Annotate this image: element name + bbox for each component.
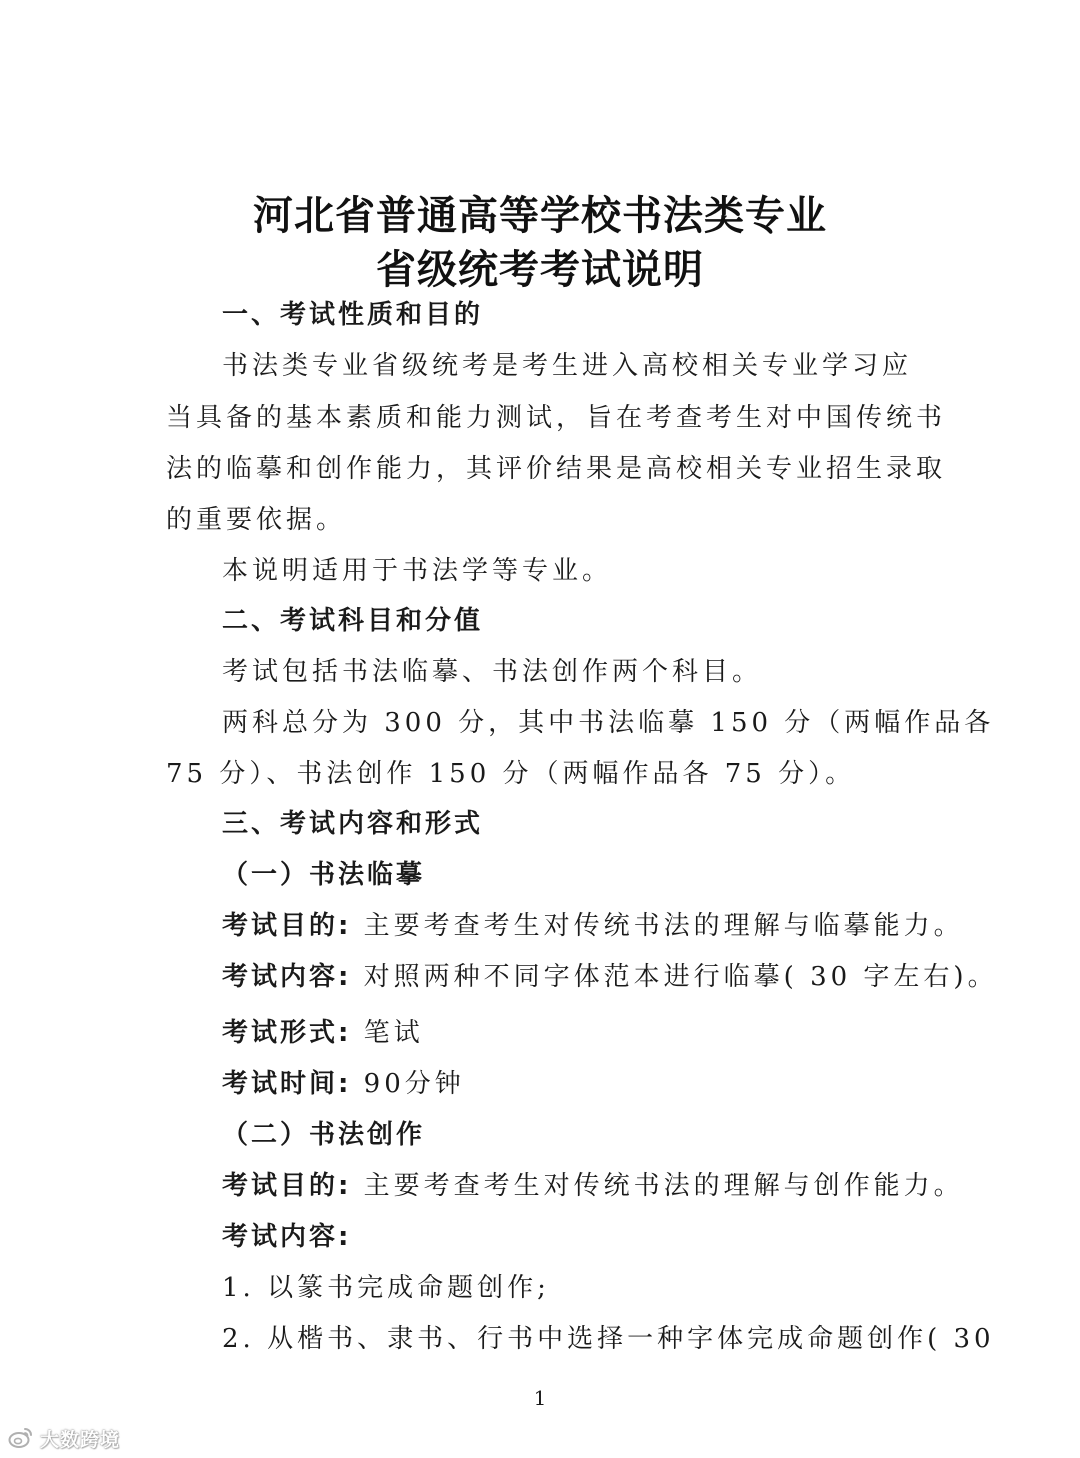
section1-para1-line2: 当具备的基本素质和能力测试，旨在考查考生对中国传统书 [166,403,947,433]
section2-heading: 二、考试科目和分值 [222,606,484,636]
sub1-time-text: 90分钟 [363,1069,465,1099]
section1-para1-line4: 的重要依据。 [166,505,347,535]
sub1-form [222,1016,926,1050]
sub1-purpose-text: 主要考查考生对传统书法的理解与临摹能力。 [363,911,964,941]
section2-para1: 考试包括书法临摹、书法创作两个科目。 [222,657,763,687]
watermark-text: 大数跨境 [40,1428,121,1451]
sub1-form-text: 笔试 [363,1018,424,1048]
page-number: 1 [533,1386,547,1410]
sub1-heading: （一）书法临摹 [222,860,426,890]
section2-para2-line2: 75 分）、书法创作 150 分（两幅作品各 75 分）。 [166,759,856,789]
section3-heading: 三、考试内容和形式 [222,809,484,839]
sub1-time-label: 考试时间: [222,1069,352,1099]
sub1-content-label: 考试内容: [222,962,352,992]
section1-para1-line3: 法的临摹和创作能力，其评价结果是高校相关专业招生录取 [166,454,947,484]
sub2-item2: 2. 从楷书、隶书、行书中选择一种字体完成命题创作( 30 [222,1324,995,1354]
section1-para1-line1: 书法类专业省级统考是考生进入高校相关专业学习应 [222,351,913,381]
document-title-line1: 河北省普通高等学校书法类专业 [253,193,827,239]
watermark [8,1422,120,1454]
section2-para2-line1: 两科总分为 300 分，其中书法临摹 150 分（两幅作品各 [222,708,995,738]
sub1-content [222,960,998,994]
sub2-content-label: 考试内容: [222,1222,352,1252]
sub2-purpose [222,1169,964,1203]
sub1-form-label: 考试形式: [222,1018,352,1048]
weibo-logo-icon [8,1426,34,1450]
document-title-line2: 省级统考考试说明 [376,247,704,293]
sub2-purpose-text: 主要考查考生对传统书法的理解与创作能力。 [363,1171,964,1201]
sub1-time [222,1067,926,1101]
sub1-purpose [222,909,964,943]
section1-para2: 本说明适用于书法学等专业。 [222,556,613,586]
sub2-content [222,1220,926,1254]
sub2-purpose-label: 考试目的: [222,1171,352,1201]
section1-heading: 一、考试性质和目的 [222,300,484,330]
sub2-item1: 1. 以篆书完成命题创作; [222,1273,550,1303]
sub1-purpose-label: 考试目的: [222,911,352,941]
sub1-content-text: 对照两种不同字体范本进行临摹( 30 字左右)。 [363,962,998,992]
sub2-heading: （二）书法创作 [222,1120,426,1150]
